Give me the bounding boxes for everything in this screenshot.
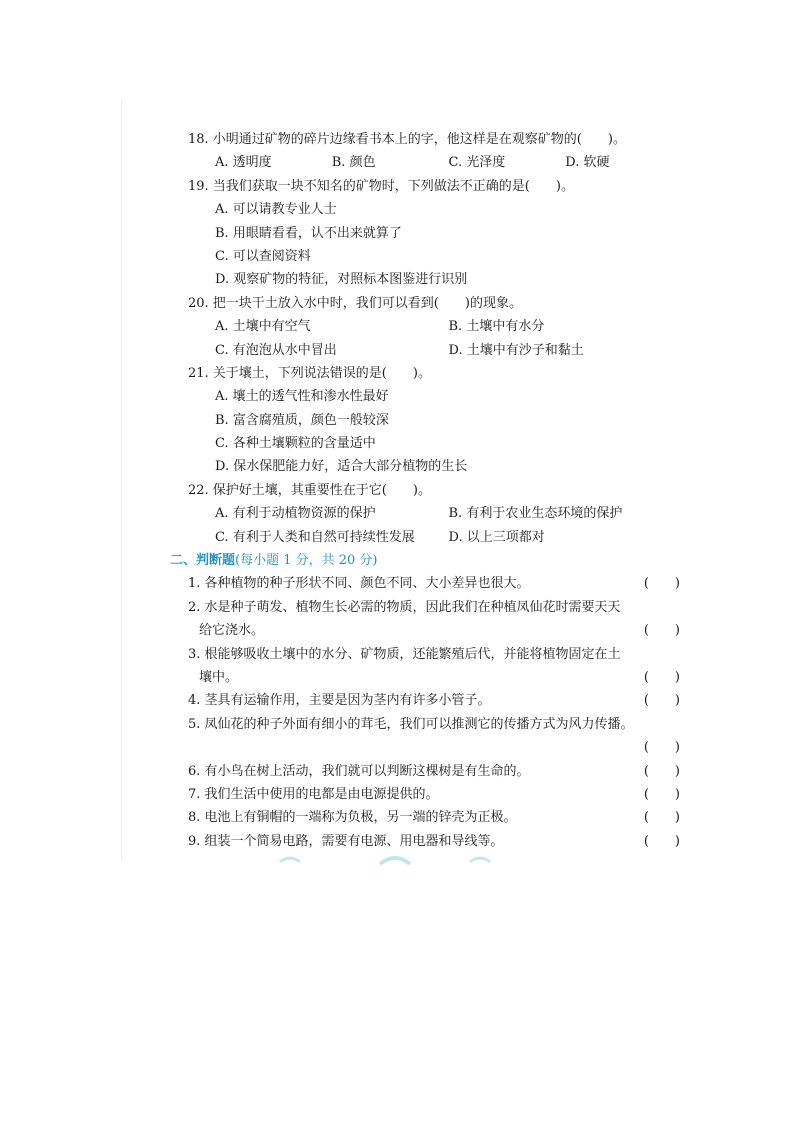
question-option: C. 光泽度 — [448, 155, 506, 171]
judge-text: 壤中。 — [199, 669, 239, 685]
question-stem: 18. 小明通过矿物的碎片边缘看书本上的字，他这样是在观察矿物的( )。 — [188, 132, 626, 147]
answer-blank: ( ) — [643, 576, 680, 592]
question-option: B. 富含腐殖质，颜色一般较深 — [215, 412, 389, 428]
page-margin-line — [121, 100, 122, 860]
answer-blank: ( ) — [643, 763, 680, 779]
section-heading — [170, 549, 682, 572]
option-row — [170, 151, 682, 174]
question-option: A. 土壤中有空气 — [215, 319, 311, 335]
judge-statement — [170, 689, 682, 712]
question-option: B. 用眼睛看看，认不出来就算了 — [215, 225, 402, 241]
section-note: (每小题 1 分，共 20 分) — [235, 553, 378, 569]
question-option: C. 可以查阅资料 — [215, 248, 311, 264]
judge-statement — [170, 572, 682, 595]
question-option: D. 土壤中有沙子和黏土 — [448, 342, 584, 358]
judge-text: 3. 根能够吸收土壤中的水分、矿物质，还能繁殖后代，并能将植物固定在土 — [188, 646, 621, 662]
judge-statement — [170, 713, 682, 736]
question-option: D. 观察矿物的特征，对照标本图鉴进行识别 — [215, 272, 468, 288]
question-option: C. 有泡泡从水中冒出 — [215, 342, 337, 358]
question-option: B. 土壤中有水分 — [448, 319, 545, 335]
judge-text: 1. 各种植物的种子形状不同、颜色不同、大小差异也很大。 — [188, 576, 530, 592]
question-option: A. 有利于动植物资源的保护 — [215, 506, 376, 522]
option-row — [170, 502, 682, 525]
question-stem: 21. 关于壤土，下列说法错误的是( )。 — [188, 365, 431, 381]
option-row — [170, 315, 682, 338]
judge-statement — [170, 643, 682, 666]
answer-blank: ( ) — [643, 740, 680, 756]
question-option: A. 可以请教专业人士 — [215, 202, 337, 218]
judge-statement — [170, 783, 682, 806]
judge-text: 给它浇水。 — [199, 623, 265, 639]
question-option: D. 以上三项都对 — [448, 529, 545, 545]
judge-text: 4. 茎具有运输作用，主要是因为茎内有许多小管子。 — [188, 693, 491, 709]
option-row — [170, 526, 682, 549]
section-title: 二、判断题 — [170, 553, 236, 569]
answer-blank: ( ) — [643, 786, 680, 802]
judge-statement-cont — [170, 619, 682, 642]
judge-text: 7. 我们生活中使用的电都是由电源提供的。 — [188, 786, 439, 802]
answer-blank: ( ) — [643, 693, 680, 709]
question-option: B. 有利于农业生态环境的保护 — [448, 506, 623, 522]
judge-statement-cont — [170, 666, 682, 689]
judge-statement — [170, 806, 682, 829]
answer-blank: ( ) — [643, 833, 680, 849]
question-list — [170, 128, 682, 853]
judge-statement — [170, 830, 682, 853]
judge-statement — [170, 760, 682, 783]
question-option: A. 壤土的透气性和渗水性最好 — [215, 389, 389, 405]
question-option: C. 各种土壤颗粒的含量适中 — [215, 436, 376, 452]
wave-decoration-icon — [270, 852, 500, 866]
question-option: B. 颜色 — [331, 155, 376, 171]
answer-blank: ( ) — [643, 669, 680, 685]
judge-statement-cont — [170, 736, 682, 759]
answer-blank: ( ) — [643, 623, 680, 639]
judge-statement — [170, 596, 682, 619]
judge-text: 5. 凤仙花的种子外面有细小的茸毛，我们可以推测它的传播方式为风力传播。 — [188, 716, 634, 732]
question-stem: 22. 保护好土壤，其重要性在于它( )。 — [188, 482, 431, 498]
answer-blank: ( ) — [643, 810, 680, 826]
question-option: D. 软硬 — [565, 155, 610, 171]
question-stem: 19. 当我们获取一块不知名的矿物时，下列做法不正确的是( )。 — [188, 178, 574, 194]
judge-text: 8. 电池上有铜帽的一端称为负极，另一端的锌壳为正极。 — [188, 810, 517, 826]
judge-text: 9. 组装一个简易电路，需要有电源、用电器和导线等。 — [188, 833, 504, 849]
judge-text: 2. 水是种子萌发、植物生长必需的物质，因此我们在种植凤仙花时需要天天 — [188, 599, 621, 615]
question-option: C. 有利于人类和自然可持续性发展 — [215, 529, 415, 545]
question-stem: 20. 把一块干土放入水中时，我们可以看到( )的现象。 — [188, 295, 522, 311]
question-option: D. 保水保肥能力好，适合大部分植物的生长 — [215, 459, 468, 475]
question-option: A. 透明度 — [215, 155, 272, 171]
judge-text: 6. 有小鸟在树上活动，我们就可以判断这棵树是有生命的。 — [188, 763, 530, 779]
option-row — [170, 339, 682, 362]
